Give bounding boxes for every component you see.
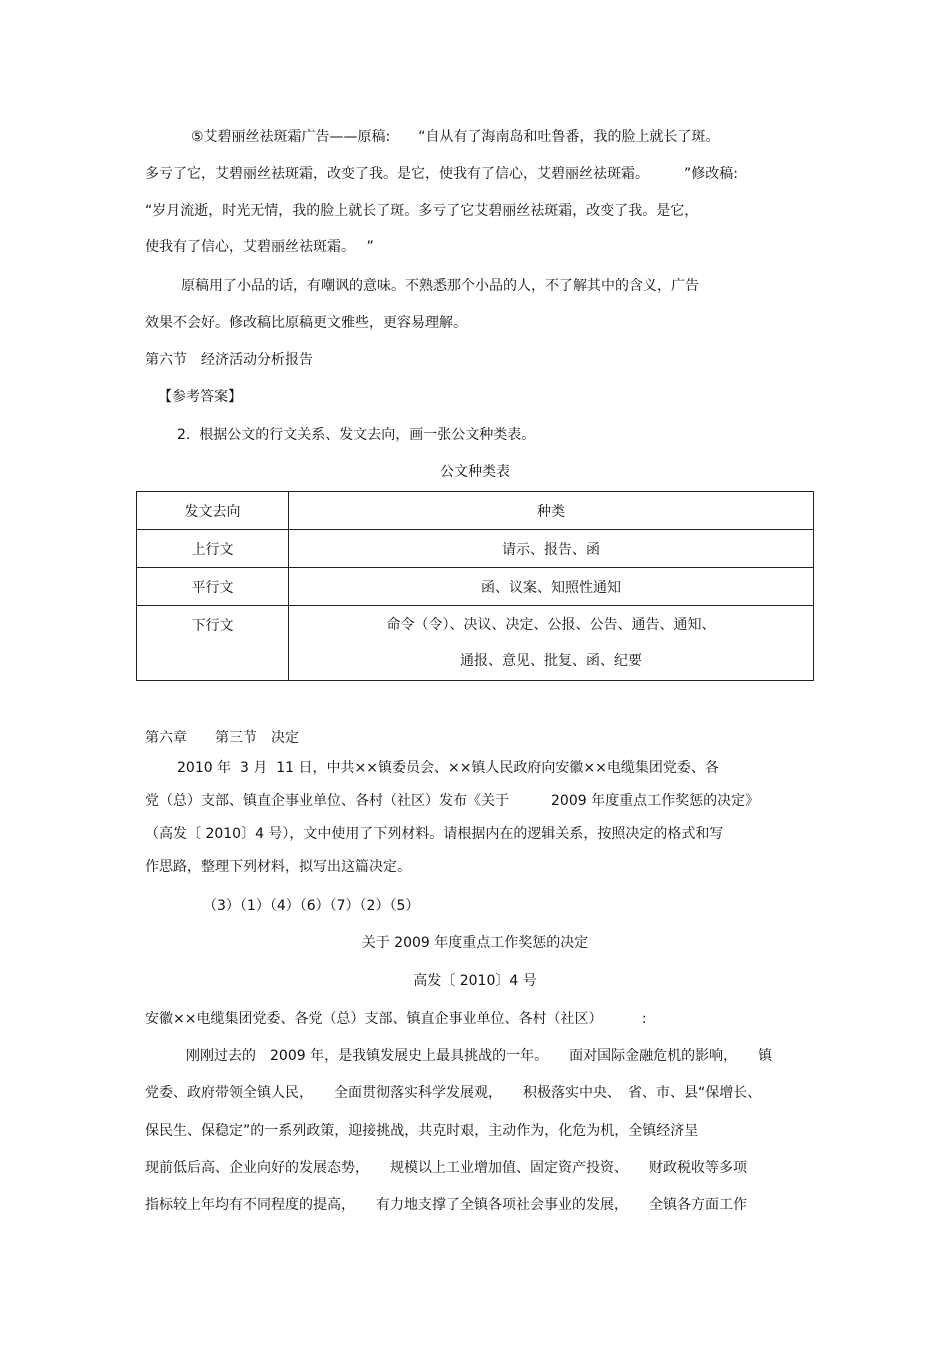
- document-types-table: [136, 491, 814, 681]
- task-line-3: （高发〔 2010〕4 号），文中使用了下列材料。请根据内在的逻辑关系，按照决定的格式和写: [145, 826, 724, 842]
- direction-cell: 上行文: [137, 530, 289, 568]
- decision-body-line-2: 党委、政府带领全镇人民， 全面贯彻落实科学发展观， 积极落实中央、 省、市、县“保增长、: [145, 1085, 762, 1101]
- ad-analysis-line-1: 原稿用了小品的话，有嘲讽的意味。不熟悉那个小品的人，不了解其中的含义，广告: [181, 278, 699, 294]
- decision-body-line-5: 指标较上年均有不同程度的提高， 有力地支撑了全镇各项社会事业的发展， 全镇各方面工作: [145, 1197, 747, 1213]
- ad-line-4: 使我有了信心，艾碧丽丝祛斑霜。 ”: [145, 239, 374, 255]
- decision-body-line-3: 保民生、保稳定”的一系列政策，迎接挑战，共克时艰，主动作为，化危为机，全镇经济呈: [145, 1123, 699, 1139]
- section-heading: 第六节 经济活动分析报告: [145, 352, 313, 368]
- decision-recipients: 安徽××电缆集团党委、各党（总）支部、镇直企事业单位、各村（社区） :: [145, 1011, 647, 1027]
- table-row: [137, 606, 814, 681]
- answer-order: （3）（1）（4）（6）（7）（2）（5）: [203, 898, 420, 914]
- table-header-row: [137, 492, 814, 530]
- decision-body-line-1: 刚刚过去的 2009 年，是我镇发展史上最具挑战的一年。 面对国际金融危机的影响， 镇: [186, 1048, 773, 1064]
- types-line-2: 通报、意见、批复、函、纪要: [460, 653, 642, 669]
- task-line-2: 党（总）支部、镇直企事业单位、各村（社区）发布《关于 2009 年度重点工作奖惩的决定》: [145, 793, 760, 809]
- decision-title: 关于 2009 年度重点工作奖惩的决定: [361, 935, 589, 951]
- direction-cell: 平行文: [137, 568, 289, 606]
- answer-label: 【参考答案】: [158, 389, 242, 405]
- types-line-1: 命令（令）、决议、决定、公报、公告、通告、通知、: [386, 617, 716, 633]
- ad-line-3: “岁月流逝，时光无情，我的脸上就长了斑。多亏了它艾碧丽丝祛斑霜，改变了我。是它，: [145, 203, 699, 219]
- ad-line-2: 多亏了它，艾碧丽丝祛斑霜，改变了我。是它，使我有了信心，艾碧丽丝祛斑霜。 ”修改稿:: [145, 166, 738, 182]
- question-text: 2. 根据公文的行文关系、发文去向，画一张公文种类表。: [177, 427, 536, 443]
- table-row: [137, 530, 814, 568]
- types-cell: 函、议案、知照性通知: [289, 568, 814, 606]
- task-line-4: 作思路，整理下列材料，拟写出这篇决定。: [145, 859, 411, 875]
- ad-line-1: ⑤艾碧丽丝祛斑霜广告——原稿: “自从有了海南岛和吐鲁番，我的脸上就长了斑。: [191, 129, 720, 145]
- task-line-1: 2010 年 3 月 11 日，中共××镇委员会、××镇人民政府向安徽××电缆集团党委、各: [177, 760, 719, 776]
- ad-analysis-line-2: 效果不会好。修改稿比原稿更文雅些，更容易理解。: [145, 315, 467, 331]
- table-row: [137, 568, 814, 606]
- decision-body-line-4: 现前低后高、企业向好的发展态势， 规模以上工业增加值、固定资产投资、 财政税收等多项: [145, 1160, 747, 1176]
- chapter-heading: 第六章 第三节 决定: [145, 730, 299, 746]
- header-direction: 发文去向: [137, 492, 289, 530]
- types-cell: [289, 606, 814, 681]
- direction-cell: 下行文: [137, 606, 289, 681]
- types-cell: 请示、报告、函: [289, 530, 814, 568]
- table-title: 公文种类表: [440, 464, 510, 480]
- header-types: 种类: [289, 492, 814, 530]
- decision-number: 高发〔 2010〕4 号: [413, 973, 537, 989]
